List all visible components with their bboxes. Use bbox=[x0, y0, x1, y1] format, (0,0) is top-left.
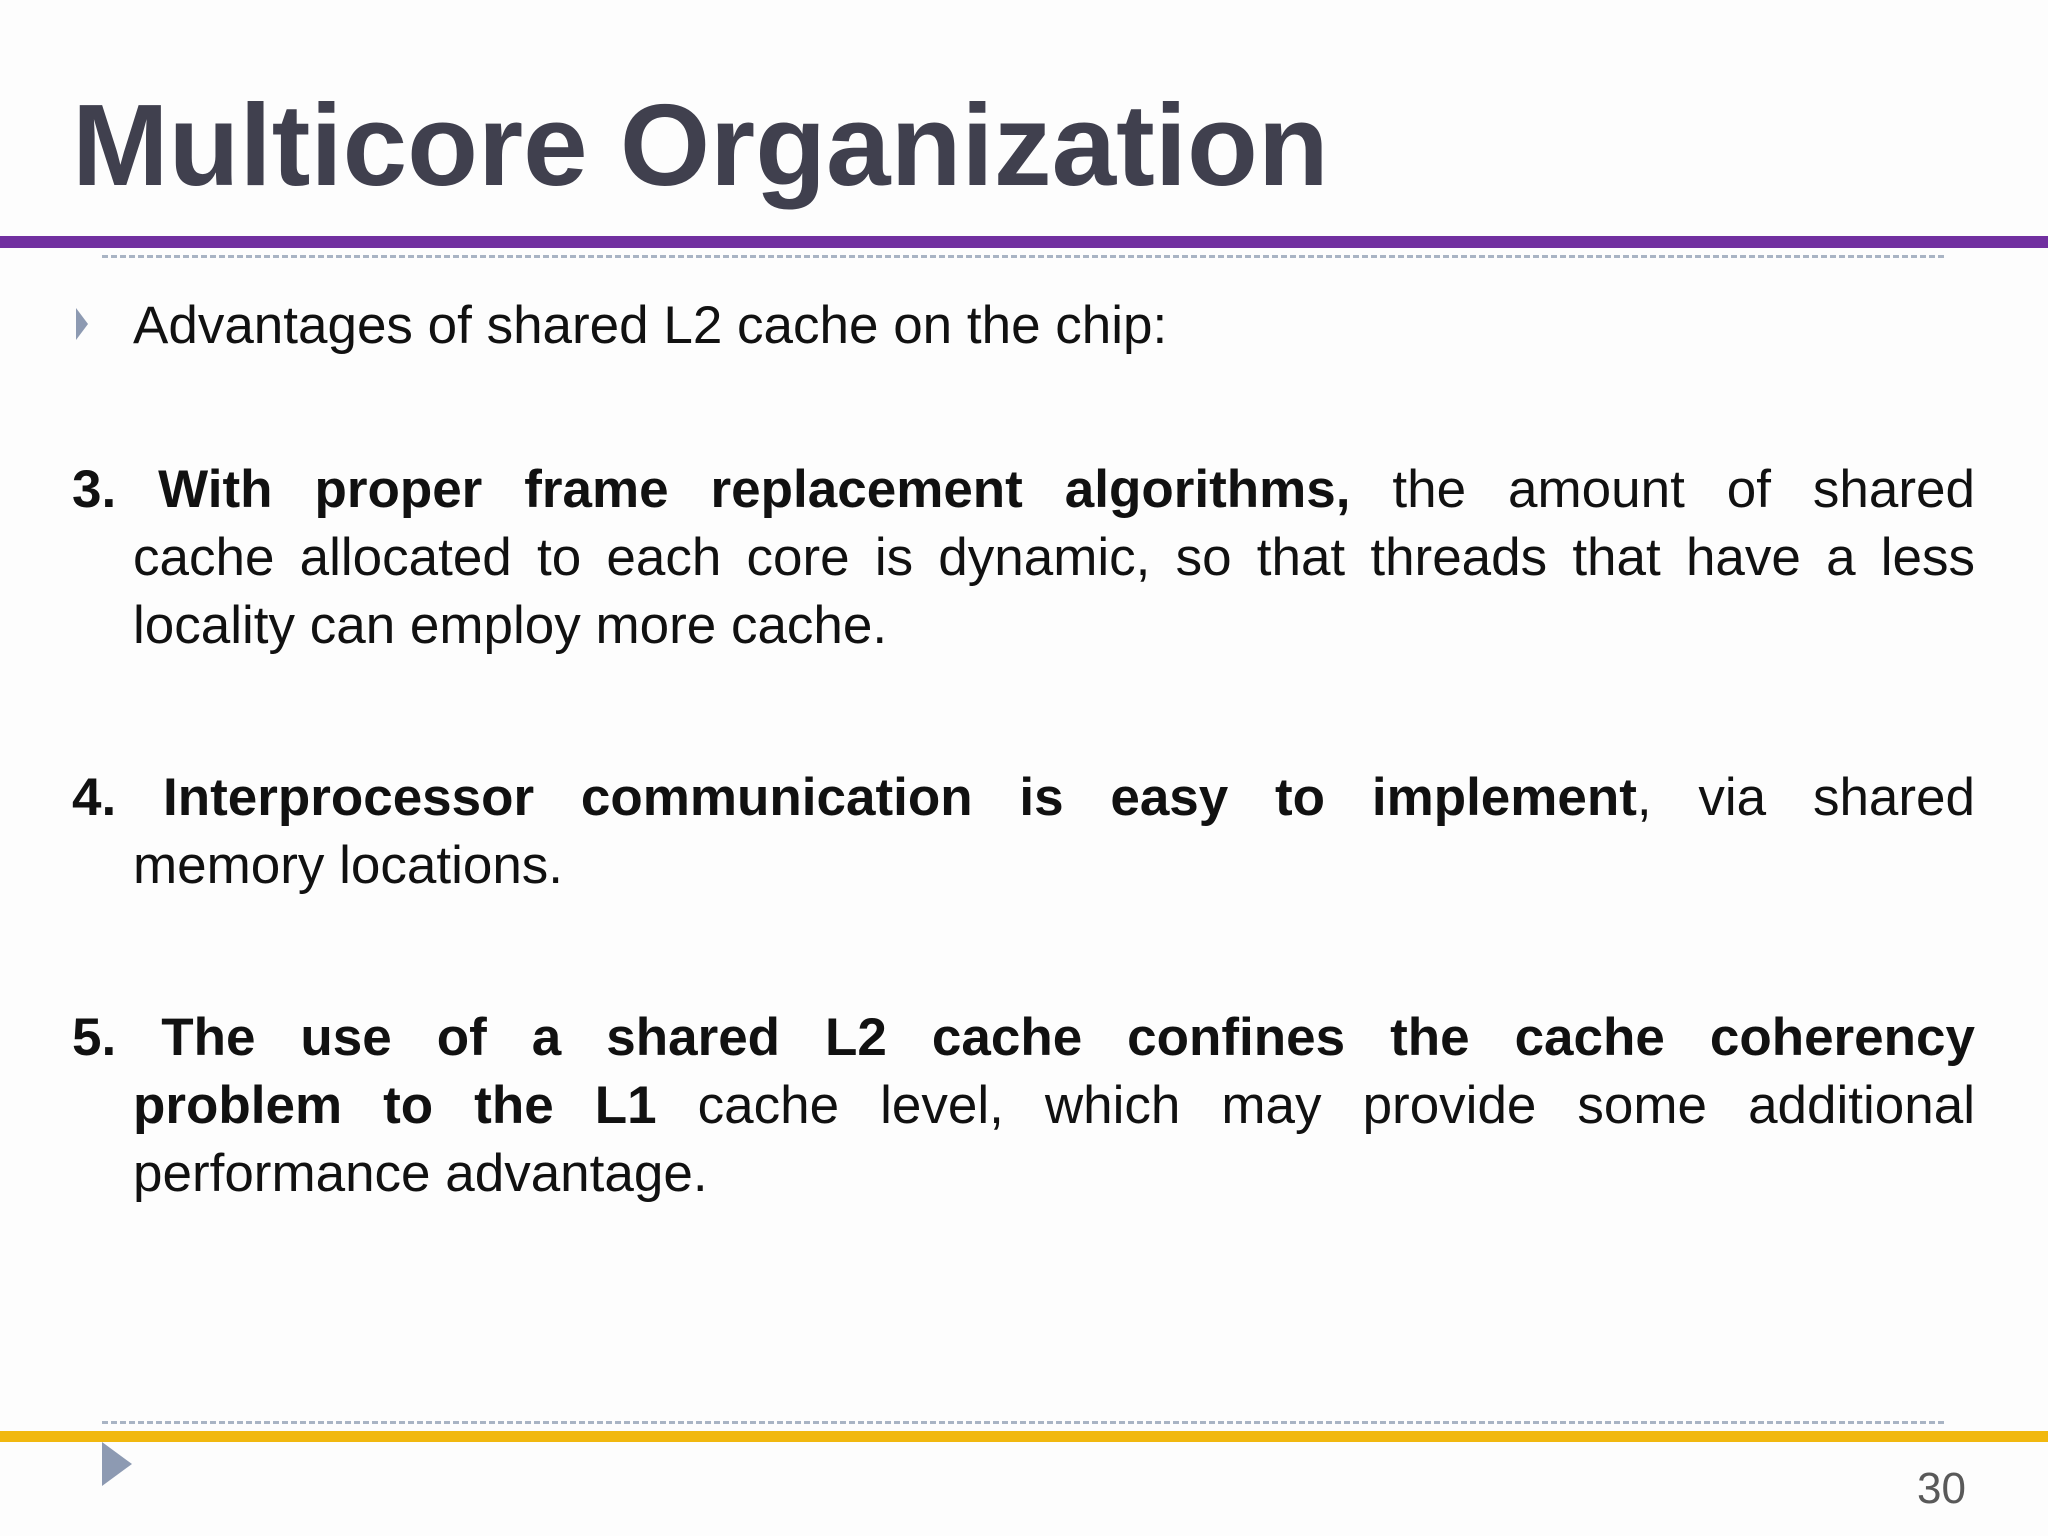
item-5-bold-2: problem to the L1 bbox=[133, 1076, 657, 1135]
item-3-text: the amount of shared bbox=[1350, 460, 1975, 519]
triangle-right-icon bbox=[76, 308, 88, 340]
item-5-bold: The use of a shared L2 cache confines the cache coherency bbox=[161, 1008, 1975, 1067]
list-item-4 bbox=[72, 764, 1975, 900]
bottom-dashed-guide bbox=[102, 1421, 1944, 1424]
item-4-bold: Interprocessor communication is easy to implement bbox=[163, 768, 1637, 827]
page-number: 30 bbox=[1917, 1464, 1966, 1513]
list-item-5 bbox=[72, 1004, 1975, 1208]
title-divider bbox=[0, 236, 2048, 248]
item-5-text: cache level, which may provide some additional bbox=[656, 1076, 1975, 1135]
item-4-line-2: memory locations. bbox=[133, 836, 564, 895]
item-3-number: 3. bbox=[72, 460, 117, 519]
footer-divider bbox=[0, 1431, 2048, 1442]
slide-title: Multicore Organization bbox=[72, 80, 1329, 210]
item-3-line-2: cache allocated to each core is dynamic, so that threads that have a less bbox=[133, 528, 1975, 587]
item-3-line-3: locality can employ more cache. bbox=[133, 596, 888, 655]
item-4-text: , via shared bbox=[1636, 768, 1975, 827]
item-5-line-1 bbox=[72, 1004, 1975, 1072]
item-5-number: 5. bbox=[72, 1008, 117, 1067]
item-5-line-3: performance advantage. bbox=[133, 1144, 708, 1203]
item-3-line-1 bbox=[72, 456, 1975, 524]
triangle-right-icon bbox=[102, 1442, 132, 1486]
item-5-line-2 bbox=[72, 1072, 1975, 1140]
item-4-number: 4. bbox=[72, 768, 117, 827]
list-item-3 bbox=[72, 456, 1975, 660]
top-dashed-guide bbox=[102, 255, 1944, 258]
bullet-text: Advantages of shared L2 cache on the chip: bbox=[133, 296, 1168, 355]
item-3-bold: With proper frame replacement algorithms, bbox=[158, 460, 1351, 519]
item-4-line-1 bbox=[72, 764, 1975, 832]
